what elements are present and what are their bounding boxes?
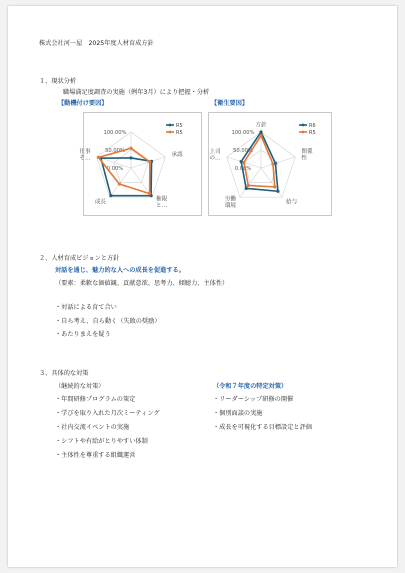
category-label: 労働環境 xyxy=(224,196,237,209)
specific-measures-label: （令和７年度の特定対策） xyxy=(213,383,288,390)
category-label: 給与 xyxy=(285,199,298,206)
legend-label: R5 xyxy=(176,130,183,136)
tick-label: 50.00% xyxy=(105,148,125,154)
data-point xyxy=(148,160,151,163)
policy-bullet: ・対話による育て合い xyxy=(55,304,117,311)
measure-item: ・社内交流イベントの実施 xyxy=(55,424,130,431)
category-label: 承認 xyxy=(171,151,183,158)
legend-marker xyxy=(169,124,172,127)
tick-label: 50.00% xyxy=(233,148,253,154)
legend-label: R5 xyxy=(176,123,183,129)
legend-label: R5 xyxy=(309,130,316,136)
section1-heading: １、現状分析 xyxy=(39,78,77,85)
data-point xyxy=(148,192,151,195)
data-point xyxy=(245,187,248,190)
chart1-label: 【動機付け要因】 xyxy=(58,100,108,107)
policy-bullet: ・自ら考え、自ら動く（失敗の奨励） xyxy=(55,318,161,325)
data-point xyxy=(109,194,112,197)
legend-label: R6 xyxy=(309,123,316,129)
data-point xyxy=(259,134,262,137)
data-point xyxy=(247,184,250,187)
continuous-measures-label: （継続的な対策） xyxy=(55,383,105,390)
axis-spoke xyxy=(261,157,295,168)
category-label: 仕事そ… xyxy=(79,148,91,162)
legend-marker xyxy=(169,131,172,134)
vision-requirements: （要素：柔軟な価値観、貢献意欲、思考力、傾聴力、主体性） xyxy=(55,280,229,287)
legend-marker xyxy=(302,131,305,134)
specific-measure-item: ・成長を可視化する目標設定と評価 xyxy=(213,424,312,431)
radar-chart-motivation xyxy=(79,113,201,215)
data-point xyxy=(240,160,243,163)
data-point xyxy=(129,147,132,150)
data-point xyxy=(118,182,121,185)
specific-measure-item: ・リーダーシップ研修の開催 xyxy=(213,396,294,403)
chart-motivation xyxy=(79,112,202,216)
section3-heading: ３、具体的な対策 xyxy=(39,370,89,377)
measure-item: ・年間研修プログラムの策定 xyxy=(55,396,136,403)
tick-label: 0.00% xyxy=(106,166,124,172)
legend-marker xyxy=(302,124,305,127)
policy-bullet: ・あたりまえを疑う xyxy=(55,331,111,338)
specific-measure-item: ・個別面談の実施 xyxy=(213,410,263,417)
tick-label: 0.00% xyxy=(234,166,252,172)
data-point xyxy=(273,185,276,188)
data-point xyxy=(242,161,245,164)
category-label: 上司の… xyxy=(209,148,221,162)
measure-item: ・主体性を尊重する組織運営 xyxy=(55,452,136,459)
chart2-label: 【衛生要因】 xyxy=(211,100,249,107)
category-label: 関係性 xyxy=(301,148,313,162)
category-label: 権限と… xyxy=(155,196,168,209)
measure-item: ・シフトや有給がとりやすい体制 xyxy=(55,438,148,445)
tick-label: 100.00% xyxy=(231,130,255,136)
radar-chart-hygiene xyxy=(209,113,331,215)
measure-item: ・学びを取り入れた月次ミーティング xyxy=(55,410,160,417)
data-point xyxy=(271,163,274,166)
data-point xyxy=(259,130,262,133)
document-title: 株式会社河一屋 2025年度人材育成方針 xyxy=(39,40,154,47)
data-point xyxy=(129,156,132,159)
vision-statement: 対話を通じ、魅力的な人への成長を促進する。 xyxy=(55,267,185,274)
data-point xyxy=(97,156,100,159)
category-label: 成長 xyxy=(94,199,107,206)
category-label: 方針 xyxy=(255,122,267,129)
series-line xyxy=(244,136,275,187)
section2-heading: ２、人材育成ビジョンと方針 xyxy=(39,255,120,262)
document-page xyxy=(8,6,397,567)
tick-label: 100.00% xyxy=(103,130,127,136)
section1-subheading: 職場満足度調査の実施（例年3月）により把握・分析 xyxy=(63,89,210,96)
data-point xyxy=(276,190,279,193)
chart-hygiene xyxy=(208,112,332,216)
